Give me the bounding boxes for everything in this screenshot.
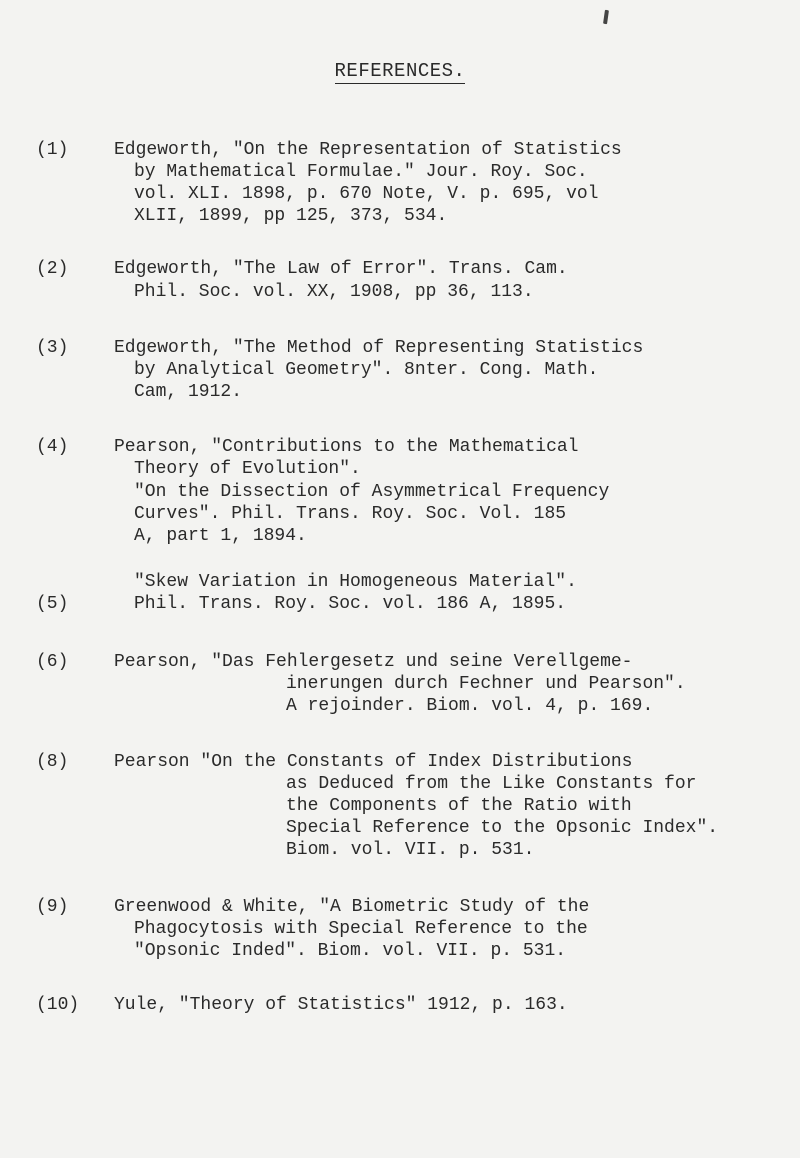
page-title [0, 60, 800, 82]
reference-line: Phil. Trans. Roy. Soc. vol. 186 A, 1895. [134, 594, 567, 614]
reference-number: (1) [36, 140, 69, 160]
reference-line: Greenwood & White, "A Biometric Study of the [114, 897, 590, 917]
reference-line: Edgeworth, "The Law of Error". Trans. Cam. [114, 259, 568, 279]
reference-line: "Skew Variation in Homogeneous Material". [134, 572, 577, 592]
reference-line: Yule, "Theory of Statistics" 1912, p. 163. [114, 995, 568, 1015]
reference-number: (8) [36, 752, 69, 772]
reference-line: by Mathematical Formulae." Jour. Roy. Soc. [134, 162, 588, 182]
reference-line: Pearson, "Contributions to the Mathematical [114, 437, 579, 457]
ink-mark [603, 10, 609, 24]
reference-line: by Analytical Geometry". 8nter. Cong. Math. [134, 360, 599, 380]
reference-line: as Deduced from the Like Constants for [286, 774, 697, 794]
page-title-text: REFERENCES. [334, 60, 466, 82]
reference-number: (5) [36, 594, 69, 614]
reference-number: (3) [36, 338, 69, 358]
reference-line: Theory of Evolution". [134, 459, 361, 479]
reference-line: inerungen durch Fechner und Pearson". [286, 674, 686, 694]
reference-line: Phagocytosis with Special Reference to the [134, 919, 588, 939]
reference-line: A, part 1, 1894. [134, 526, 307, 546]
reference-line: "Opsonic Inded". Biom. vol. VII. p. 531. [134, 941, 567, 961]
reference-number: (9) [36, 897, 69, 917]
reference-line: Edgeworth, "The Method of Representing Statistics [114, 338, 644, 358]
reference-line: "On the Dissection of Asymmetrical Frequency [134, 482, 610, 502]
reference-line: Biom. vol. VII. p. 531. [286, 840, 535, 860]
reference-number: (6) [36, 652, 69, 672]
reference-line: Phil. Soc. vol. XX, 1908, pp 36, 113. [134, 282, 534, 302]
reference-line: Cam, 1912. [134, 382, 243, 402]
reference-line: the Components of the Ratio with [286, 796, 632, 816]
reference-line: Pearson, "Das Fehlergesetz und seine Verellgeme- [114, 652, 633, 672]
reference-number: (2) [36, 259, 69, 279]
reference-line: Special Reference to the Opsonic Index". [286, 818, 719, 838]
reference-line: Edgeworth, "On the Representation of Statistics [114, 140, 622, 160]
reference-line: A rejoinder. Biom. vol. 4, p. 169. [286, 696, 654, 716]
reference-line: vol. XLI. 1898, p. 670 Note, V. p. 695, vol [134, 184, 599, 204]
reference-line: XLII, 1899, pp 125, 373, 534. [134, 206, 448, 226]
reference-line: Pearson "On the Constants of Index Distributions [114, 752, 633, 772]
reference-line: Curves". Phil. Trans. Roy. Soc. Vol. 185 [134, 504, 567, 524]
reference-number: (10) [36, 995, 80, 1015]
reference-number: (4) [36, 437, 69, 457]
